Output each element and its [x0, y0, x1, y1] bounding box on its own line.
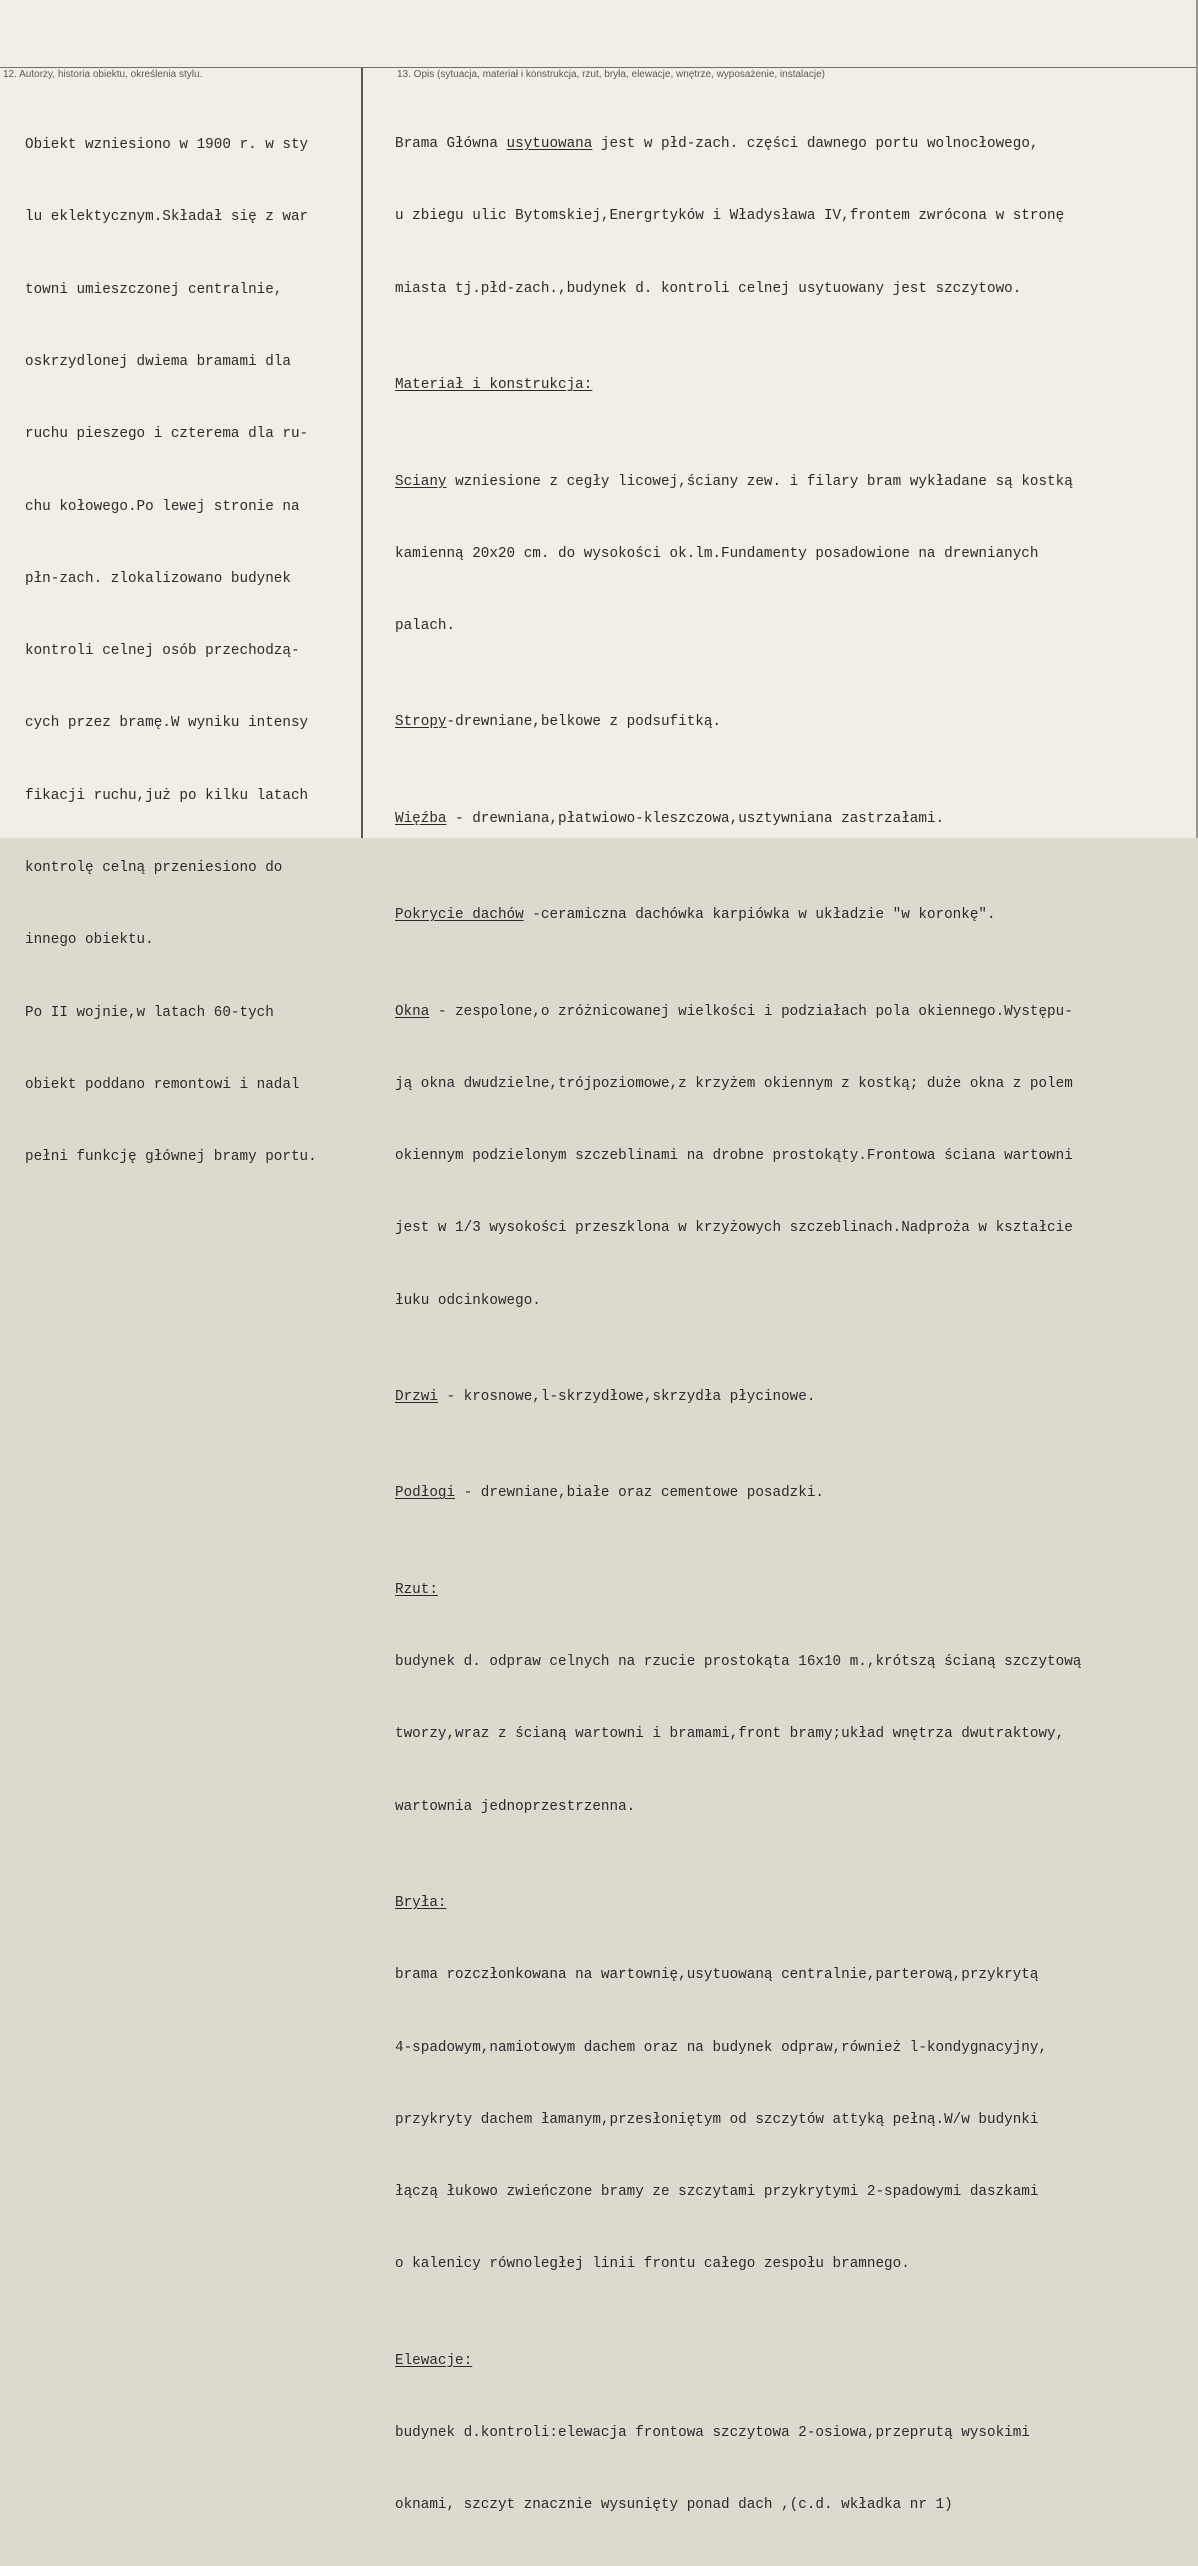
- history-line: pełni funkcję głównej bramy portu.: [25, 1149, 317, 1166]
- top-rule: [0, 67, 1198, 68]
- bryla-line-5: o kalenicy równoległej linii frontu całego zespołu bramnego.: [395, 2256, 910, 2273]
- intro-line-3: miasta tj.płd-zach.,budynek d. kontroli celnej usytuowany jest szczytowo.: [395, 280, 1022, 297]
- sciany-line-2: kamienną 20x20 cm. do wysokości ok.lm.Fundamenty posadowione na drewnianych: [395, 545, 1039, 562]
- history-line: płn-zach. zlokalizowano budynek: [25, 570, 291, 587]
- history-line: lu eklektycznym.Składał się z war: [25, 209, 309, 226]
- okna-line-4: jest w 1/3 wysokości przeszklona w krzyżowych szczeblinach.Nadproża w kształcie: [395, 1220, 1073, 1237]
- sciany-label: Sciany: [395, 473, 447, 490]
- okna-line-2: ją okna dwudzielne,trójpoziomowe,z krzyżem okiennym z kostką; duże okna z polem: [395, 1075, 1073, 1092]
- elewacje-line-1: budynek d.kontroli:elewacja frontowa szczytowa 2-osiowa,przeprutą wysokimi: [395, 2425, 1030, 2442]
- history-line: chu kołowego.Po lewej stronie na: [25, 498, 300, 515]
- podlogi-line: Podłogi - drewniane,białe oraz cementowe posadzki.: [395, 1485, 824, 1502]
- history-line: oskrzydlonej dwiema bramami dla: [25, 354, 291, 371]
- rzut-line-3: wartownia jednoprzestrzenna.: [395, 1798, 636, 1815]
- history-line: ruchu pieszego i czterema dla ru-: [25, 426, 309, 443]
- elewacje-line-2: oknami, szczyt znacznie wysunięty ponad dach ,(c.d. wkładka nr 1): [395, 2497, 953, 2514]
- bryla-line-2: 4-spadowym,namiotowym dachem oraz na budynek odpraw,również l-kondygnacyjny,: [395, 2039, 1048, 2056]
- elewacje-heading: Elewacje:: [395, 2352, 473, 2369]
- pokrycie-label: Pokrycie dachów: [395, 907, 524, 924]
- wiezba-line: Więźba - drewniana,płatwiowo-kleszczowa,usztywniana zastrzałami.: [395, 810, 945, 827]
- rzut-line-2: tworzy,wraz z ścianą wartowni i bramami,front bramy;układ wnętrza dwutraktowy,: [395, 1726, 1065, 1743]
- bryla-line-3: przykryty dachem łamanym,przesłoniętym od szczytów attyką pełną.W/w budynki: [395, 2111, 1039, 2128]
- history-line: fikacji ruchu,już po kilku latach: [25, 787, 309, 804]
- drzwi-label: Drzwi: [395, 1389, 438, 1406]
- bryla-line-1: brama rozczłonkowana na wartownię,usytuowaną centralnie,parterową,przykrytą: [395, 1967, 1039, 1984]
- stropy-label: Stropy: [395, 714, 447, 731]
- history-line: kontroli celnej osób przechodzą-: [25, 643, 300, 660]
- history-line: cych przez bramę.W wyniku intensy: [25, 715, 309, 732]
- rzut-line-1: budynek d. odpraw celnych na rzucie prostokąta 16x10 m.,krótszą ścianą szczytową: [395, 1654, 1082, 1671]
- okna-line-5: łuku odcinkowego.: [395, 1292, 541, 1309]
- sciany-line-1: Sciany wzniesione z cegły licowej,ściany zew. i filary bram wykładane są kostką: [395, 473, 1073, 490]
- okna-line-3: okiennym podzielonym szczeblinami na drobne prostokąty.Frontowa ściana wartowni: [395, 1148, 1073, 1165]
- history-line: obiekt poddano remontowi i nadal: [25, 1076, 300, 1093]
- usytuowana-underlined: usytuowana: [506, 136, 593, 153]
- intro-line-2: u zbiegu ulic Bytomskiej,Energrtyków i Władysława IV,frontem zwrócona w stronę: [395, 208, 1065, 225]
- bryla-line-4: łączą łukowo zwieńczone bramy ze szczytami przykrytymi 2-spadowymi daszkami: [395, 2184, 1039, 2201]
- pokrycie-line: Pokrycie dachów -ceramiczna dachówka karpiówka w układzie "w koronkę".: [395, 907, 996, 924]
- right-column-header: 13. Opis (sytuacja, materiał i konstrukcja, rzut, bryła, elewacje, wnętrze, wyposażenie, instalacje): [397, 69, 825, 80]
- sciany-line-3: palach.: [395, 618, 456, 635]
- intro-line-1: Brama Główna usytuowana jest w płd-zach. części dawnego portu wolnocłowego,: [395, 136, 1039, 153]
- history-line: Obiekt wzniesiono w 1900 r. w sty: [25, 137, 309, 154]
- history-line: towni umieszczonej centralnie,: [25, 281, 283, 298]
- okna-line-1: Okna - zespolone,o zróżnicowanej wielkości i podziałach pola okiennego.Występu-: [395, 1003, 1073, 1020]
- drzwi-line: Drzwi - krosnowe,l-skrzydłowe,skrzydła płycinowe.: [395, 1389, 816, 1406]
- rzut-heading: Rzut:: [395, 1581, 438, 1598]
- history-line: Po II wojnie,w latach 60-tych: [25, 1004, 274, 1021]
- bryla-heading: Bryła:: [395, 1895, 447, 1912]
- history-line: innego obiektu.: [25, 932, 154, 949]
- history-line: kontrolę celną przeniesiono do: [25, 860, 283, 876]
- podlogi-label: Podłogi: [395, 1485, 456, 1502]
- history-text: [25, 85, 317, 1217]
- column-divider: [361, 68, 363, 838]
- stropy-line: Stropy-drewniane,belkowe z podsufitką.: [395, 714, 722, 731]
- okna-label: Okna: [395, 1003, 430, 1020]
- left-column-header: 12. Autorzy, historia obiektu, określenia stylu.: [3, 69, 203, 80]
- wiezba-label: Więźba: [395, 810, 447, 827]
- description-text: [395, 84, 1081, 2566]
- material-heading: Materiał i konstrukcja:: [395, 377, 593, 394]
